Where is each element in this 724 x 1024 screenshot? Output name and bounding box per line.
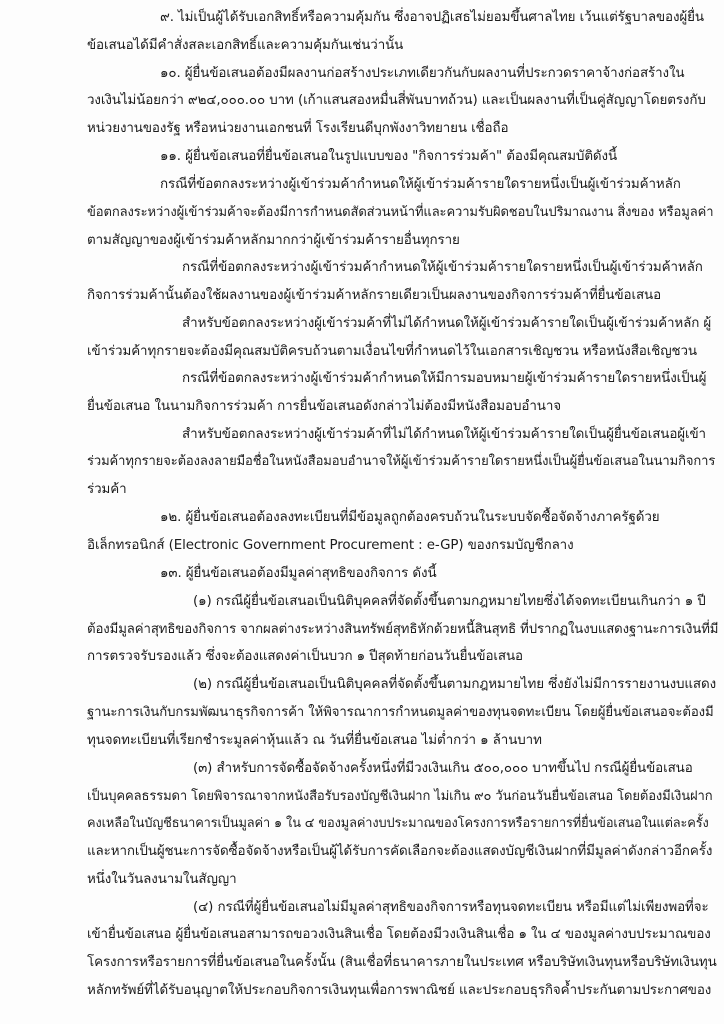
text-line: ยื่นข้อเสนอ ในนามกิจการร่วมค้า การยื่นข้อเสนอดังกล่าวไม่ต้องมีหนังสือมอบอำนาจ xyxy=(87,399,562,414)
text-line: คงเหลือในบัญชีธนาคารเป็นมูลค่า ๑ ใน ๔ ของมูลค่างบประมาณของโครงการหรือรายการที่ยื่นข้อเสนอในแต่ละครั้ง xyxy=(87,816,709,831)
text-line: อิเล็กทรอนิกส์ (Electronic Government Procurement : e-GP) ของกรมบัญชีกลาง xyxy=(87,538,574,553)
text-line: สำหรับข้อตกลงระหว่างผู้เข้าร่วมค้าที่ไม่ได้กำหนดให้ผู้เข้าร่วมค้ารายใดเป็นผู้เข้าร่วมค้าหลัก ผู้ xyxy=(182,316,712,331)
text-line: หลักทรัพย์ที่ได้รับอนุญาตให้ประกอบกิจการเงินทุนเพื่อการพาณิชย์ และประกอบธุรกิจค้ำประกันตามประกาศของ xyxy=(87,983,712,998)
text-line: ฐานะการเงินกับกรมพัฒนาธุรกิจการค้า ให้พิจารณาการกำหนดมูลค่าของทุนจดทะเบียน โดยผู้ยื่นข้อเสนอจะต้องมี xyxy=(87,705,714,720)
text-line: ๑๓. ผู้ยื่นข้อเสนอต้องมีมูลค่าสุทธิของกิจการ ดังนี้ xyxy=(160,566,437,581)
text-line: กิจการร่วมค้านั้นต้องใช้ผลงานของผู้เข้าร่วมค้าหลักรายเดียวเป็นผลงานของกิจการร่วมค้าที่ยื่นข้อเสนอ xyxy=(87,288,662,303)
text-line: กรณีที่ข้อตกลงระหว่างผู้เข้าร่วมค้ากำหนดให้มีการมอบหมายผู้เข้าร่วมค้ารายใดรายหนึ่งเป็นผู้ xyxy=(182,371,707,386)
text-line: การตรวจรับรองแล้ว ซึ่งจะต้องแสดงค่าเป็นบวก ๑ ปีสุดท้ายก่อนวันยื่นข้อเสนอ xyxy=(87,649,523,664)
text-line: ทุนจดทะเบียนที่เรียกชำระมูลค่าหุ้นแล้ว ณ วันที่ยื่นข้อเสนอ ไม่ต่ำกว่า ๑ ล้านบาท xyxy=(87,733,542,748)
text-line: โครงการหรือรายการที่ยื่นข้อเสนอในครั้งนั้น (สินเชื่อที่ธนาคารภายในประเทศ หรือบริษัทเงินทุนหรือบริษัทเงินทุน xyxy=(87,955,717,970)
text-line: ๑๒. ผู้ยื่นข้อเสนอต้องลงทะเบียนที่มีข้อมูลถูกต้องครบถ้วนในระบบจัดซื้อจัดจ้างภาครัฐด้วย xyxy=(160,510,660,525)
text-line: ตามสัญญาของผู้เข้าร่วมค้าหลักมากกว่าผู้เข้าร่วมค้ารายอื่นทุกราย xyxy=(87,233,460,248)
text-line: (๔) กรณีที่ผู้ยื่นข้อเสนอไม่มีมูลค่าสุทธิของกิจการหรือทุนจดทะเบียน หรือมีแต่ไม่เพียงพอที่จะ xyxy=(193,900,709,915)
text-line: ข้อตกลงระหว่างผู้เข้าร่วมค้าจะต้องมีการกำหนดสัดส่วนหน้าที่และความรับผิดชอบในปริมาณงาน สิ่งของ หรือมูลค่า xyxy=(87,205,714,220)
text-line: ต้องมีมูลค่าสุทธิของกิจการ จากผลต่างระหว่างสินทรัพย์สุทธิหักด้วยหนี้สินสุทธิ ที่ปรากฏในงบแสดงฐานะการเงินที่มี xyxy=(87,622,719,637)
text-line: ร่วมค้า xyxy=(87,482,127,497)
text-line: เข้าร่วมค้าทุกรายจะต้องมีคุณสมบัติครบถ้วนตามเงื่อนไขที่กำหนดไว้ในเอกสารเชิญชวน หรือหนังสือเชิญชวน xyxy=(87,344,697,359)
text-line: เป็นบุคคลธรรมดา โดยพิจารณาจากหนังสือรับรองบัญชีเงินฝาก ไม่เกิน ๙๐ วันก่อนวันยื่นข้อเสนอ โดยต้องมีเงินฝาก xyxy=(87,789,713,804)
text-line: และหากเป็นผู้ชนะการจัดซื้อจัดจ้างหรือเป็นผู้ได้รับการคัดเลือกจะต้องแสดงบัญชีเงินฝากที่มีมูลค่าดังกล่าวอีกครั้ง xyxy=(87,844,713,859)
text-line: ข้อเสนอได้มีคำสั่งสละเอกสิทธิ์และความคุ้มกันเช่นว่านั้น xyxy=(87,38,404,53)
text-line: ๑๑. ผู้ยื่นข้อเสนอที่ยื่นข้อเสนอในรูปแบบของ "กิจการร่วมค้า" ต้องมีคุณสมบัติดังนี้ xyxy=(160,149,618,164)
text-line: เข้ายื่นข้อเสนอ ผู้ยื่นข้อเสนอสามารถขอวงเงินสินเชื่อ โดยต้องมีวงเงินสินเชื่อ ๑ ใน ๔ ของมูลค่างบประมาณของ xyxy=(87,927,711,942)
text-line: ๙. ไม่เป็นผู้ได้รับเอกสิทธิ์หรือความคุ้มกัน ซึ่งอาจปฏิเสธไม่ยอมขึ้นศาลไทย เว้นแต่รัฐบาลของผู้ยื่น xyxy=(160,10,704,25)
text-line: (๑) กรณีผู้ยื่นข้อเสนอเป็นนิติบุคคลที่จัดตั้งขึ้นตามกฎหมายไทยซึ่งได้จดทะเบียนเกินกว่า ๑ ปี xyxy=(193,594,706,609)
text-line: กรณีที่ข้อตกลงระหว่างผู้เข้าร่วมค้ากำหนดให้ผู้เข้าร่วมค้ารายใดรายหนึ่งเป็นผู้เข้าร่วมค้าหลัก xyxy=(182,260,703,275)
text-line: ร่วมค้าทุกรายจะต้องลงลายมือชื่อในหนังสือมอบอำนาจให้ผู้เข้าร่วมค้ารายใดรายหนึ่งเป็นผู้ยื่นข้อเสนอในนามกิจการ xyxy=(87,454,716,469)
text-line: (๓) สำหรับการจัดซื้อจัดจ้างครั้งหนึ่งที่มีวงเงินเกิน ๕๐๐,๐๐๐ บาทขึ้นไป กรณีผู้ยื่นข้อเสนอ xyxy=(193,761,693,776)
text-line: ๑๐. ผู้ยื่นข้อเสนอต้องมีผลงานก่อสร้างประเภทเดียวกันกับผลงานที่ประกวดราคาจ้างก่อสร้างใน xyxy=(160,66,685,81)
text-line: กรณีที่ข้อตกลงระหว่างผู้เข้าร่วมค้ากำหนดให้ผู้เข้าร่วมค้ารายใดรายหนึ่งเป็นผู้เข้าร่วมค้าหลัก xyxy=(160,177,681,192)
text-line: (๒) กรณีผู้ยื่นข้อเสนอเป็นนิติบุคคลที่จัดตั้งขึ้นตามกฎหมายไทย ซึ่งยังไม่มีการรายงานงบแสดง xyxy=(193,677,717,692)
text-line: หน่วยงานของรัฐ หรือหน่วยงานเอกชนที่ โรงเรียนดีบุกพังงาวิทยายน เชื่อถือ xyxy=(87,121,509,136)
text-line: หนึ่งในวันลงนามในสัญญา xyxy=(87,872,237,887)
text-line: สำหรับข้อตกลงระหว่างผู้เข้าร่วมค้าที่ไม่ได้กำหนดให้ผู้เข้าร่วมค้ารายใดเป็นผู้ยื่นข้อเสนอผู้เข้า xyxy=(182,427,706,442)
text-line: วงเงินไม่น้อยกว่า ๙๒๔,๐๐๐.๐๐ บาท (เก้าแสนสองหมื่นสี่พันบาทถ้วน) และเป็นผลงานที่เป็นคู่สัญญาโดยตรงกับ xyxy=(87,93,706,108)
